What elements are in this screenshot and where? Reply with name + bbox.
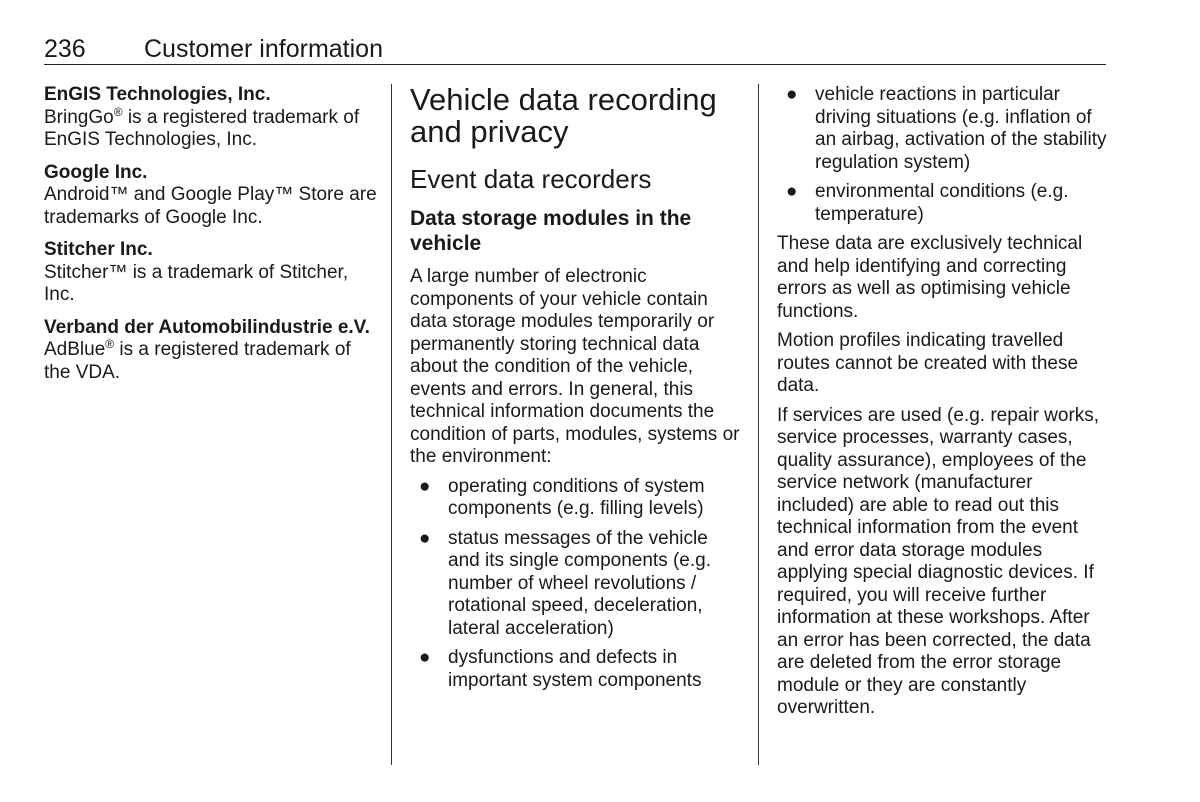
- trademark-text: Stitcher™ is a trademark of Stitcher, Inc.: [44, 261, 349, 305]
- body-paragraph: Motion profiles indicating travelled routes cannot be created with these data.: [777, 330, 1079, 396]
- bullet-icon: ●: [419, 527, 431, 549]
- body-paragraph: These data are exclusively technical and help identifying and correcting errors as well as optimising vehicle functions.: [777, 233, 1083, 322]
- trademark-text: Android™ and Google Play™ Store are trademarks of Google Inc.: [44, 184, 377, 228]
- list-item: ● environmental conditions (e.g. temperature): [786, 181, 1069, 225]
- section-heading: Data storage modules in the vehicle: [410, 207, 692, 255]
- trademark-text: BringGo® is a registered trademark of EnGIS Technologies, Inc.: [44, 104, 360, 150]
- article-title: Vehicle data recording and privacy: [410, 82, 717, 149]
- bullet-list: [777, 84, 1112, 226]
- list-item: ● dysfunctions and defects in important system components: [419, 647, 702, 691]
- bullet-icon: ●: [786, 181, 798, 202]
- trademark-entry: [44, 84, 379, 152]
- trademark-company: Verband der Automobilindustrie e.V.: [44, 316, 370, 338]
- list-item: ● vehicle reactions in particular driving situations (e.g. inflation of an airbag, activation of the stability regulation system): [786, 84, 1107, 173]
- trademark-entry: [44, 162, 379, 230]
- trademarks-column: [44, 84, 379, 394]
- intro-paragraph: A large number of electronic components of your vehicle contain data storage modules temporarily or permanently storing technical data about the condition of the vehicle, events and errors. In general, this technical information documents the condition of parts, modules, systems or the environment:: [410, 266, 740, 467]
- list-item: ● status messages of the vehicle and its single components (e.g. number of wheel revolutions / rotational speed, deceleration, lateral acceleration): [419, 527, 711, 639]
- body-paragraph: If services are used (e.g. repair works, service processes, warranty cases, quality assurance), employees of the service network (manufacturer included) are able to read out this technical information from the event and error data storage modules applying special diagnostic devices. If required, you will receive further information at these workshops. After an error has been corrected, the data are deleted from the error storage module or they are constantly overwritten.: [777, 404, 1100, 718]
- registered-mark: ®: [113, 104, 123, 119]
- trademark-company: EnGIS Technologies, Inc.: [44, 84, 271, 105]
- trademark-text: AdBlue® is a registered trademark of the VDA.: [44, 337, 351, 383]
- column-divider: [391, 84, 392, 765]
- registered-mark: ®: [105, 337, 115, 351]
- article-subtitle: Event data recorders: [410, 164, 652, 194]
- trademark-entry: [44, 239, 379, 307]
- column-divider: [758, 84, 759, 765]
- article-column-1: [410, 84, 740, 699]
- list-item: ● operating conditions of system components (e.g. filling levels): [419, 475, 705, 519]
- trademark-entry: [44, 317, 379, 385]
- bullet-icon: ●: [419, 647, 431, 668]
- bullet-icon: ●: [419, 475, 431, 497]
- section-title: Customer information: [144, 35, 383, 63]
- bullet-list: [410, 476, 740, 693]
- page-header: [44, 34, 1106, 65]
- trademark-company: Stitcher Inc.: [44, 239, 153, 260]
- bullet-icon: ●: [786, 84, 798, 105]
- article-column-2: [777, 84, 1112, 727]
- trademark-company: Google Inc.: [44, 161, 148, 183]
- page-number: 236: [44, 35, 86, 63]
